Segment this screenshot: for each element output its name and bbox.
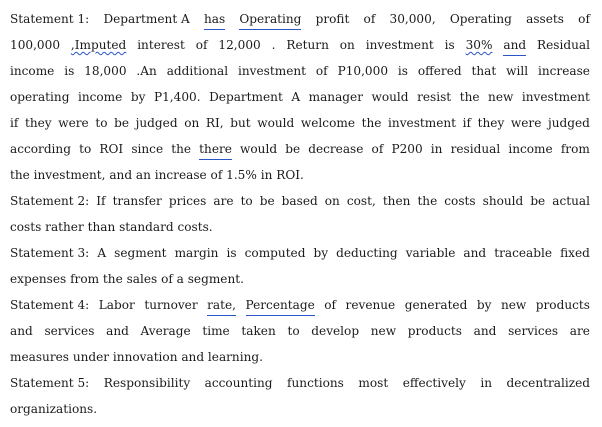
word: offered [417,64,462,78]
word: margin [174,246,219,260]
statement-1-line-3 [10,60,590,82]
word: residual [450,142,501,156]
word: that [471,64,497,78]
word: ,Imputed [70,38,127,52]
statement-3-line-2 [10,268,590,290]
word: and [106,324,129,338]
word: segment [114,246,167,260]
underlined-word: 30% [465,38,493,52]
underlined-word: Percentage [246,294,315,316]
word: costs [444,194,476,208]
word: additional [166,64,229,78]
word: and [473,324,497,338]
word: income [77,90,123,104]
word: decentralized [506,376,590,390]
word: and [463,246,487,260]
word: is [226,246,237,260]
word: measures under innovation and learning. [10,350,263,364]
word: if [462,116,472,130]
word: to [79,142,92,156]
word: revenue [345,298,396,312]
underlined-word: Operating [239,8,301,30]
word: A [97,246,107,260]
statement-4-line-3 [10,346,590,368]
word: would [240,142,278,156]
word: judged [548,116,590,130]
word: be [114,116,130,130]
statement-4-line-1 [10,294,590,316]
word: deducting [336,246,398,260]
word: they [477,116,505,130]
word: are [213,194,234,208]
word: the [459,90,480,104]
word: cost, [346,194,376,208]
word: Responsibility [103,376,191,390]
word: transfer [112,194,162,208]
word: the [361,116,382,130]
word: accounting [204,376,273,390]
word: if [10,116,19,130]
word: investment [388,116,457,130]
statement-1-line-5 [10,112,590,134]
word: develop [311,324,360,338]
word: investment [521,90,590,104]
statement-label: Statement 4: [10,298,90,312]
statement-label: Statement 2: [10,194,90,208]
word: interest [137,38,185,52]
underlined-word: and [503,34,526,56]
underlined-word: there [199,138,232,160]
word: the [417,194,438,208]
word: computed [244,246,306,260]
word: ROI [99,142,124,156]
word: by [313,246,329,260]
word: effectively [402,376,466,390]
word: since [131,142,164,156]
word: 100,000 [10,38,61,52]
word: will [506,64,529,78]
word: in [480,376,492,390]
word: 12,000 [218,38,261,52]
statement-label: Statement 1: [10,12,90,26]
word: welcome [300,116,355,130]
statement-1-line-1 [10,8,590,30]
statement-1-line-2 [10,34,590,56]
word: . [271,38,276,52]
word: fixed [560,246,590,260]
word: Operating [449,12,512,26]
word: is [444,38,455,52]
word: assets [526,12,564,26]
word: time [202,324,230,338]
word: profit [315,12,350,26]
word: new [500,298,527,312]
word: they [24,116,52,130]
word: the [171,142,192,156]
word: by [130,90,146,104]
word: P1,400. [153,90,201,104]
word: prices [168,194,207,208]
statement-2-line-1 [10,190,590,212]
word: services [44,324,95,338]
word: but [230,116,251,130]
word: judged [135,116,178,130]
word: of [363,12,376,26]
word: services [508,324,559,338]
word: would [371,90,409,104]
word: is [64,64,75,78]
underlined-word: rate, [207,294,236,316]
word: new [488,90,514,104]
word: of [371,142,384,156]
word: be [530,194,546,208]
word: on [339,38,355,52]
word: 18,000 [84,64,127,78]
word: most [358,376,389,390]
word: were [58,116,89,130]
word: .An [136,64,157,78]
word: P200 [391,142,423,156]
word: Residual [537,38,590,52]
word: RI, [205,116,224,130]
word: are [569,324,590,338]
word: investment [365,38,434,52]
word: is [397,64,408,78]
word: then [382,194,411,208]
word: investment [238,64,307,78]
word: Department [209,90,283,104]
word: traceable [494,246,552,260]
word: by [476,298,492,312]
word: the investment, and an increase of 1.5% in ROI. [10,168,304,182]
word: 30,000, [389,12,436,26]
statement-4-line-2 [10,320,590,342]
word: of [578,12,590,26]
word: decrease [308,142,364,156]
word: and [10,324,33,338]
word: actual [552,194,590,208]
statement-1-line-7 [10,164,590,186]
statement-5-line-1 [10,372,590,394]
word: income [508,142,553,156]
word: increase [537,64,590,78]
word: If [96,194,106,208]
word: based [281,194,318,208]
word: be [259,194,275,208]
word: should [482,194,524,208]
word: manager [308,90,363,104]
word: of [195,38,208,52]
word: products [535,298,590,312]
word: new [370,324,397,338]
word: according [10,142,71,156]
word: to [240,194,253,208]
word: variable [405,246,456,260]
statement-5-line-2 [10,398,590,420]
word: expenses from the sales of a segment. [10,272,244,286]
word: P10,000 [337,64,389,78]
word: functions [287,376,344,390]
word: on [184,116,200,130]
word: of [324,298,337,312]
word: Return [286,38,329,52]
word: products [407,324,462,338]
word: A [291,90,301,104]
word: were [510,116,542,130]
word: turnover [144,298,198,312]
word: operating [10,90,70,104]
word: in [430,142,443,156]
word: taken [241,324,276,338]
word: generated [404,298,468,312]
word: costs rather than standard costs. [10,220,213,234]
word: organizations. [10,402,98,416]
word: income [10,64,55,78]
statement-label: Statement 3: [10,246,90,260]
word: resist [417,90,452,104]
word: from [560,142,590,156]
statement-1-line-4 [10,86,590,108]
statement-2-line-2 [10,216,590,238]
word: of [315,64,328,78]
word: Labor [98,298,135,312]
word: Department A [103,12,190,26]
statement-label: Statement 5: [10,376,90,390]
word: to [95,116,108,130]
statement-1-line-6 [10,138,590,160]
word: to [287,324,300,338]
word: be [285,142,301,156]
underlined-word: has [204,8,225,30]
statement-3-line-1 [10,242,590,264]
word: Average [140,324,191,338]
word: would [257,116,295,130]
word: on [324,194,340,208]
